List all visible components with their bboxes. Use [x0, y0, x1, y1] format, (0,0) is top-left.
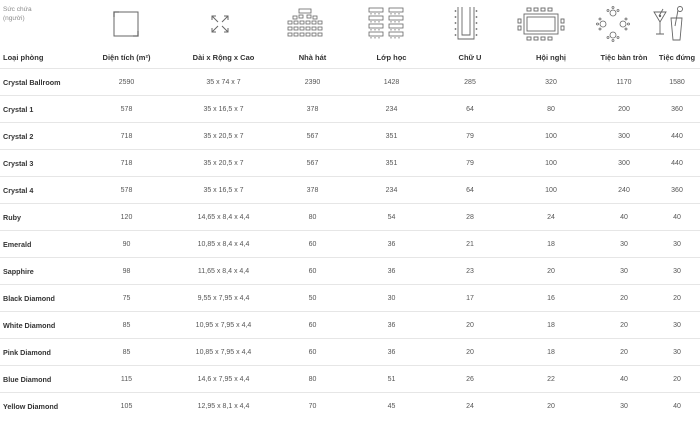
table-cell: 35 x 16,5 x 7	[173, 177, 274, 204]
table-cell: 1428	[351, 69, 432, 96]
table-cell: 40	[654, 204, 700, 231]
table-cell: 100	[508, 123, 594, 150]
room-name-cell: Crystal 4	[0, 177, 80, 204]
column-header: Tiệc đứng	[658, 52, 696, 62]
table-cell: 30	[594, 393, 654, 420]
table-body	[0, 69, 700, 420]
room-capacity-table	[0, 46, 700, 419]
table-cell: 21	[432, 231, 508, 258]
u-shape-layout-icon	[451, 3, 481, 45]
table-cell: 64	[432, 177, 508, 204]
table-cell: 75	[80, 285, 173, 312]
table-row	[0, 393, 700, 420]
theater-layout-icon	[283, 3, 327, 45]
table-cell: 36	[351, 231, 432, 258]
table-cell: 120	[80, 204, 173, 231]
table-cell: 50	[274, 285, 351, 312]
dimensions-arrows-icon	[203, 3, 237, 45]
table-cell: 16	[508, 285, 594, 312]
table-cell: 40	[594, 366, 654, 393]
room-name-cell: Crystal 2	[0, 123, 80, 150]
table-cell: 64	[432, 96, 508, 123]
column-header: Diện tích (m²)	[102, 52, 151, 62]
room-name-cell: Yellow Diamond	[0, 393, 80, 420]
table-cell: 17	[432, 285, 508, 312]
table-cell: 14,65 x 8,4 x 4,4	[173, 204, 274, 231]
room-name-cell: Crystal 1	[0, 96, 80, 123]
table-cell: 14,6 x 7,95 x 4,4	[173, 366, 274, 393]
table-header-row	[0, 46, 700, 69]
table-cell: 320	[508, 69, 594, 96]
table-cell: 20	[654, 285, 700, 312]
table-cell: 30	[351, 285, 432, 312]
round-table-banquet-icon	[591, 3, 635, 45]
table-row	[0, 123, 700, 150]
table-cell: 567	[274, 150, 351, 177]
table-cell: 20	[594, 312, 654, 339]
column-header: Nhà hát	[298, 52, 327, 62]
room-name-cell: Crystal Ballroom	[0, 69, 80, 96]
column-header: Tiệc bàn tròn	[600, 52, 648, 62]
table-cell: 36	[351, 312, 432, 339]
table-row	[0, 366, 700, 393]
table-cell: 36	[351, 258, 432, 285]
table-cell: 115	[80, 366, 173, 393]
table-cell: 85	[80, 339, 173, 366]
column-header: Loại phòng	[3, 52, 44, 62]
table-cell: 18	[508, 231, 594, 258]
table-cell: 378	[274, 96, 351, 123]
table-cell: 85	[80, 312, 173, 339]
table-cell: 24	[508, 204, 594, 231]
table-cell: 26	[432, 366, 508, 393]
table-cell: 100	[508, 177, 594, 204]
table-cell: 79	[432, 150, 508, 177]
boardroom-layout-icon	[516, 3, 566, 45]
table-cell: 18	[508, 312, 594, 339]
table-cell: 10,85 x 8,4 x 4,4	[173, 231, 274, 258]
table-cell: 2390	[274, 69, 351, 96]
table-cell: 234	[351, 96, 432, 123]
table-cell: 60	[274, 231, 351, 258]
table-cell: 30	[594, 231, 654, 258]
table-row	[0, 258, 700, 285]
table-cell: 24	[432, 393, 508, 420]
table-cell: 30	[654, 339, 700, 366]
room-name-cell: Crystal 3	[0, 150, 80, 177]
table-cell: 80	[274, 366, 351, 393]
table-cell: 35 x 20,5 x 7	[173, 150, 274, 177]
table-row	[0, 312, 700, 339]
table-cell: 60	[274, 258, 351, 285]
table-cell: 35 x 16,5 x 7	[173, 96, 274, 123]
table-cell: 20	[594, 285, 654, 312]
table-cell: 11,65 x 8,4 x 4,4	[173, 258, 274, 285]
table-cell: 35 x 20,5 x 7	[173, 123, 274, 150]
table-cell: 10,85 x 7,95 x 4,4	[173, 339, 274, 366]
table-cell: 200	[594, 96, 654, 123]
table-row	[0, 96, 700, 123]
table-cell: 567	[274, 123, 351, 150]
table-cell: 18	[508, 339, 594, 366]
table-cell: 60	[274, 339, 351, 366]
table-cell: 51	[351, 366, 432, 393]
table-cell: 30	[594, 258, 654, 285]
table-cell: 360	[654, 96, 700, 123]
table-cell: 20	[432, 312, 508, 339]
table-cell: 351	[351, 150, 432, 177]
table-cell: 28	[432, 204, 508, 231]
cocktail-reception-icon	[649, 3, 689, 45]
table-cell: 20	[654, 366, 700, 393]
table-cell: 40	[594, 204, 654, 231]
classroom-layout-icon	[364, 3, 408, 45]
room-name-cell: Black Diamond	[0, 285, 80, 312]
table-cell: 360	[654, 177, 700, 204]
table-cell: 20	[508, 258, 594, 285]
table-cell: 30	[654, 312, 700, 339]
capacity-caption	[3, 5, 32, 23]
capacity-caption-line1: Sức chứa	[3, 6, 32, 13]
table-cell: 440	[654, 150, 700, 177]
table-cell: 718	[80, 123, 173, 150]
room-name-cell: Blue Diamond	[0, 366, 80, 393]
table-cell: 578	[80, 96, 173, 123]
column-header: Hội nghị	[536, 52, 566, 62]
table-cell: 300	[594, 150, 654, 177]
table-cell: 54	[351, 204, 432, 231]
table-row	[0, 69, 700, 96]
table-cell: 80	[508, 96, 594, 123]
table-cell: 22	[508, 366, 594, 393]
table-cell: 9,55 x 7,95 x 4,4	[173, 285, 274, 312]
table-cell: 105	[80, 393, 173, 420]
column-header: Lớp học	[376, 52, 407, 62]
table-cell: 30	[654, 231, 700, 258]
table-cell: 90	[80, 231, 173, 258]
table-cell: 70	[274, 393, 351, 420]
table-cell: 2590	[80, 69, 173, 96]
table-cell: 578	[80, 177, 173, 204]
table-row	[0, 177, 700, 204]
table-cell: 378	[274, 177, 351, 204]
table-cell: 80	[274, 204, 351, 231]
table-cell: 36	[351, 339, 432, 366]
table-cell: 20	[508, 393, 594, 420]
table-cell: 20	[594, 339, 654, 366]
table-cell: 718	[80, 150, 173, 177]
capacity-caption-line2: (người)	[3, 15, 25, 22]
table-cell: 240	[594, 177, 654, 204]
table-cell: 285	[432, 69, 508, 96]
room-name-cell: Sapphire	[0, 258, 80, 285]
table-cell: 440	[654, 123, 700, 150]
table-cell: 100	[508, 150, 594, 177]
column-header: Chữ U	[458, 52, 482, 62]
table-cell: 12,95 x 8,1 x 4,4	[173, 393, 274, 420]
room-name-cell: Pink Diamond	[0, 339, 80, 366]
room-name-cell: Emerald	[0, 231, 80, 258]
table-cell: 98	[80, 258, 173, 285]
table-row	[0, 204, 700, 231]
table-cell: 351	[351, 123, 432, 150]
table-cell: 35 x 74 x 7	[173, 69, 274, 96]
table-row	[0, 339, 700, 366]
table-row	[0, 150, 700, 177]
room-name-cell: White Diamond	[0, 312, 80, 339]
table-cell: 30	[654, 258, 700, 285]
table-cell: 60	[274, 312, 351, 339]
table-row	[0, 231, 700, 258]
table-row	[0, 285, 700, 312]
room-name-cell: Ruby	[0, 204, 80, 231]
table-cell: 23	[432, 258, 508, 285]
floor-area-icon	[109, 3, 143, 45]
column-header: Dài x Rộng x Cao	[192, 52, 255, 62]
table-cell: 45	[351, 393, 432, 420]
table-cell: 300	[594, 123, 654, 150]
table-cell: 234	[351, 177, 432, 204]
table-cell: 20	[432, 339, 508, 366]
table-cell: 10,95 x 7,95 x 4,4	[173, 312, 274, 339]
table-cell: 1170	[594, 69, 654, 96]
table-cell: 1580	[654, 69, 700, 96]
table-cell: 40	[654, 393, 700, 420]
table-cell: 79	[432, 123, 508, 150]
